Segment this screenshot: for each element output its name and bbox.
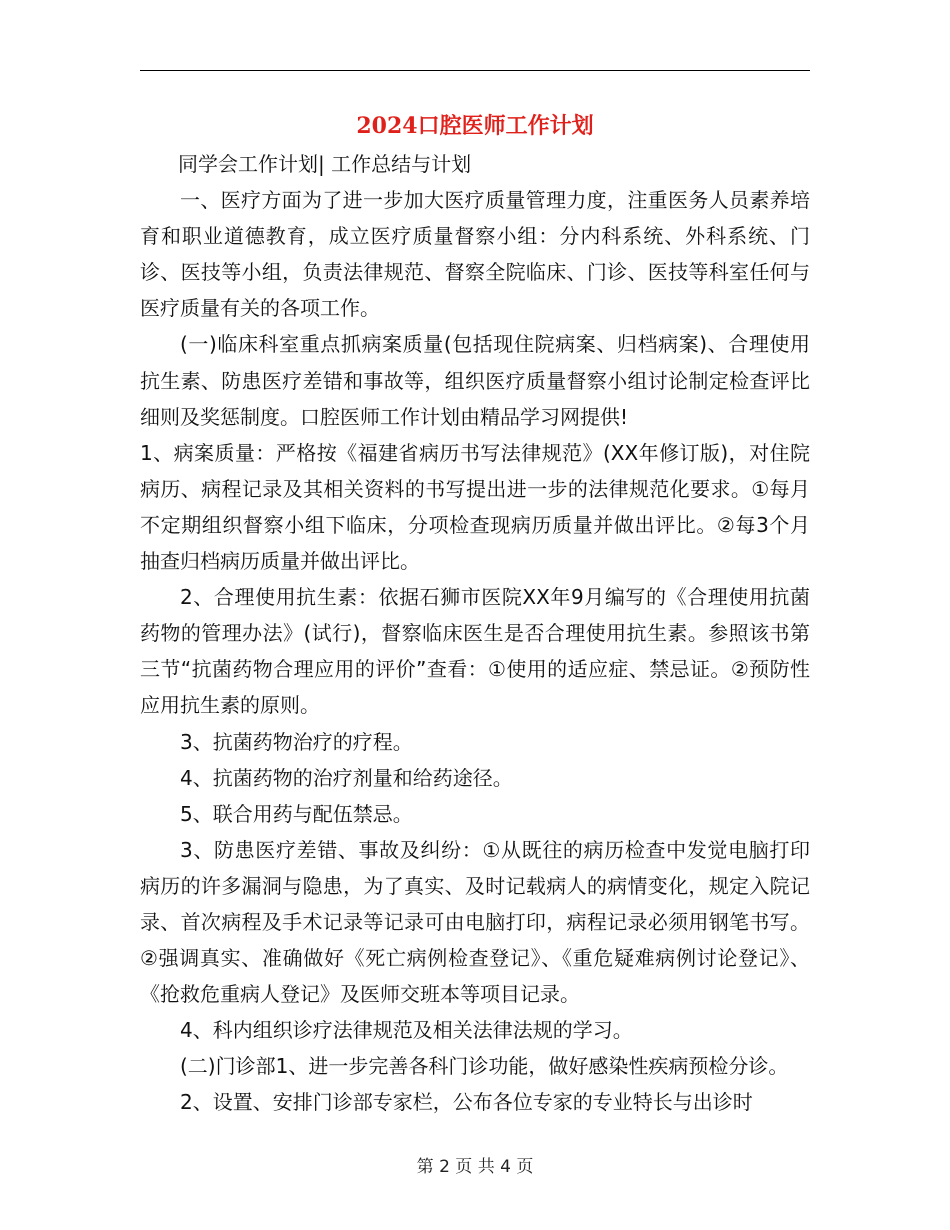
paragraph: (二)门诊部1、进一步完善各科门诊功能，做好感染性疾病预检分诊。 [180, 1054, 789, 1079]
page-footer: 第 2 页 共 4 页 [416, 1157, 534, 1177]
paragraph: 3、抗菌药物治疗的疗程。 [180, 729, 413, 754]
paragraph: 4、抗菌药物的治疗剂量和给药途径。 [180, 765, 513, 790]
paragraph: 5、联合用药与配伍禁忌。 [180, 801, 413, 826]
paragraph: 1、病案质量：严格按《福建省病历书写法律规范》(XX年修订版)，对住院病历、病程记录及其相关资料的书写提出进一步的法律规范化要求。①每月不定期组织督察小组下临床，分项检查现病历质量并做出评比。②每3个月抽查归档病历质量并做出评比。 [140, 440, 810, 574]
header-rule [140, 70, 810, 71]
paragraph: 一、医疗方面为了进一步加大医疗质量管理力度，注重医务人员素养培育和职业道德教育，成立医疗质量督察小组：分内科系统、外科系统、门诊、医技等小组，负责法律规范、督察全院临床、门诊、医技等科室任何与医疗质量有关的各项工作。 [140, 188, 810, 321]
paragraph: 3、防患医疗差错、事故及纠纷：①从既往的病历检查中发觉电脑打印病历的许多漏洞与隐患，为了真实、及时记载病人的病情变化，规定入院记录、首次病程及手术记录等记录可由电脑打印，病程记录必须用钢笔书写。②强调真实、准确做好《死亡病例检查登记》、《重危疑难病例讨论登记》、《抢救危重病人登记》及医师交班本等项目记录。 [140, 837, 810, 1007]
document-title: 2024口腔医师工作计划 [356, 113, 594, 139]
document-body [140, 146, 810, 1121]
paragraph: (一)临床科室重点抓病案质量(包括现住院病案、归档病案)、合理使用抗生素、防患医疗差错和事故等，组织医疗质量督察小组讨论制定检查评比细则及奖惩制度。口腔医师工作计划由精品学习网提供! [140, 332, 810, 429]
paragraph-subtitle: 同学会工作计划| 工作总结与计划 [178, 152, 472, 176]
paragraph: 2、合理使用抗生素：依据石狮市医院XX年9月编写的《合理使用抗菌药物的管理办法》(试行)，督察临床医生是否合理使用抗生素。参照该书第三节“抗菌药物合理应用的评价”查看：①使用的适应症、禁忌证。②预防性应用抗生素的原则。 [140, 585, 810, 718]
paragraph: 4、科内组织诊疗法律规范及相关法律法规的学习。 [180, 1018, 633, 1043]
paragraph: 2、设置、安排门诊部专家栏，公布各位专家的专业特长与出诊时 [180, 1090, 753, 1115]
